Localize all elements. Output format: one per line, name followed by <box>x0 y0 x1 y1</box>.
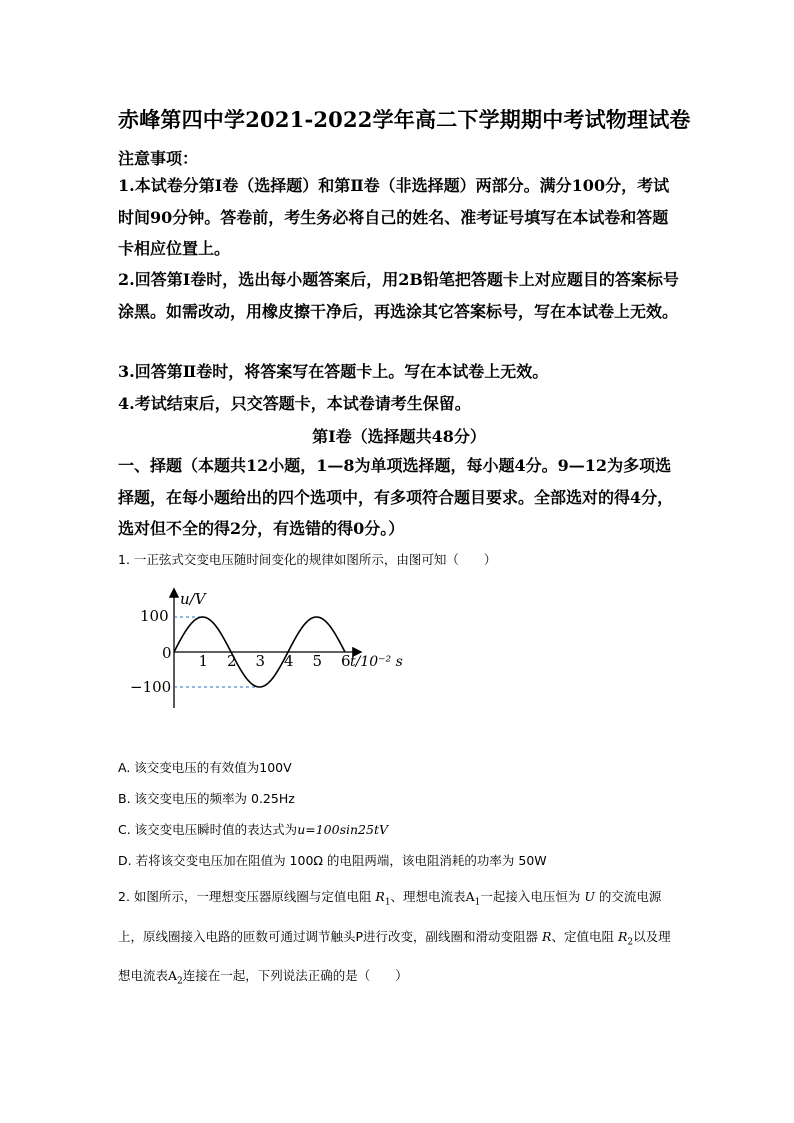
question-1-option-b: B. 该交变电压的频率为 0.25Hz <box>118 791 295 806</box>
y-tick-100: 100 <box>140 607 169 625</box>
y-tick-minus-100: −100 <box>130 678 172 696</box>
q2-text-3: 一起接入电压恒为 <box>480 889 581 904</box>
x-tick-5: 5 <box>312 652 323 670</box>
section-1-description: 一、择题（本题共12小题，1—8为单项选择题，每小题4分。9—12为多项选择题，在每小题给出的四个选项中，有多项符合题目要求。全部选对的得4分，选对但不全的得2分，有选错的得0分。） <box>118 456 674 538</box>
q2-r1-sub: 1 <box>384 897 391 908</box>
x-tick-labels <box>199 652 351 670</box>
q2-u-symbol: U <box>584 889 595 904</box>
q2-a2-symbol: A <box>168 968 178 983</box>
exam-title: 赤峰第四中学2021-2022学年高二下学期期中考试物理试卷 <box>118 107 691 132</box>
notice-item-2: 2.回答第Ⅰ卷时，选出每小题答案后，用2B铅笔把答题卡上对应题目的答案标号涂黑。如需改动，用橡皮擦干净后，再选涂其它答案标号，写在本试卷上无效。 <box>118 270 679 321</box>
notice-item-3: 3.回答第Ⅱ卷时，将答案写在答题卡上。写在本试卷上无效。 <box>118 362 549 381</box>
y-axis-label: u/V <box>180 590 206 608</box>
question-1-stem: 1. 一正弦式交变电压随时间变化的规律如图所示，由图可知（ ） <box>118 552 497 567</box>
q2-r2-sub: 2 <box>627 937 634 947</box>
x-tick-6: 6 <box>341 652 351 670</box>
q2-r2-symbol: R <box>617 928 628 944</box>
x-tick-4: 4 <box>284 652 294 670</box>
q2-text-1: 2. 如图所示，一理想变压器原线圈与定值电阻 <box>118 889 372 904</box>
question-1-option-a: A. 该交变电压的有效值为100V <box>118 760 292 775</box>
q2-text-7: 连接在一起，下列说法正确的是（ ） <box>182 968 408 983</box>
q2-a1-sub: 1 <box>474 897 481 908</box>
section-1-title: 第Ⅰ卷（选择题共48分） <box>312 427 486 446</box>
q2-r1-symbol: R <box>375 889 385 904</box>
question-1-option-d: D. 若将该交变电压加在阻值为 100Ω 的电阻两端，该电阻消耗的功率为 50W <box>118 853 547 868</box>
q2-text-2: 、理想电流表 <box>390 889 466 904</box>
notice-item-4: 4.考试结束后，只交答题卡，本试卷请考生保留。 <box>118 394 471 413</box>
question-1-option-c <box>118 820 678 840</box>
q2-text-4: 的交流电源上，原线圈接入电路的匝数可通过调节触头P进行改变，副线圈和滑动变阻器 <box>118 889 662 944</box>
y-tick-0: 0 <box>162 644 172 662</box>
x-tick-3: 3 <box>255 652 266 670</box>
x-axis-label: t/10⁻² s <box>350 654 403 670</box>
q2-a1-symbol: A <box>465 889 475 904</box>
notice-item-1: 1.本试卷分第Ⅰ卷（选择题）和第Ⅱ卷（非选择题）两部分。满分100分，考试时间90分钟。答卷前，考生务必将自己的姓名、准考证号填写在本试卷和答题卡相应位置上。 <box>118 176 670 258</box>
q2-text-6: 以及理想电流表 <box>118 928 671 983</box>
question-2-stem <box>118 880 680 999</box>
option-c-formula: u=100sin25tV <box>297 822 388 837</box>
x-tick-1: 1 <box>198 652 209 670</box>
q2-a2-sub: 2 <box>177 976 183 987</box>
q2-r-symbol: R <box>542 928 552 944</box>
voltage-time-graph <box>118 580 418 720</box>
notice-heading: 注意事项： <box>118 149 199 168</box>
q2-text-5: 、定值电阻 <box>551 928 614 944</box>
x-tick-2: 2 <box>227 652 237 670</box>
option-c-text: C. 该交变电压瞬时值的表达式为 <box>118 822 298 837</box>
